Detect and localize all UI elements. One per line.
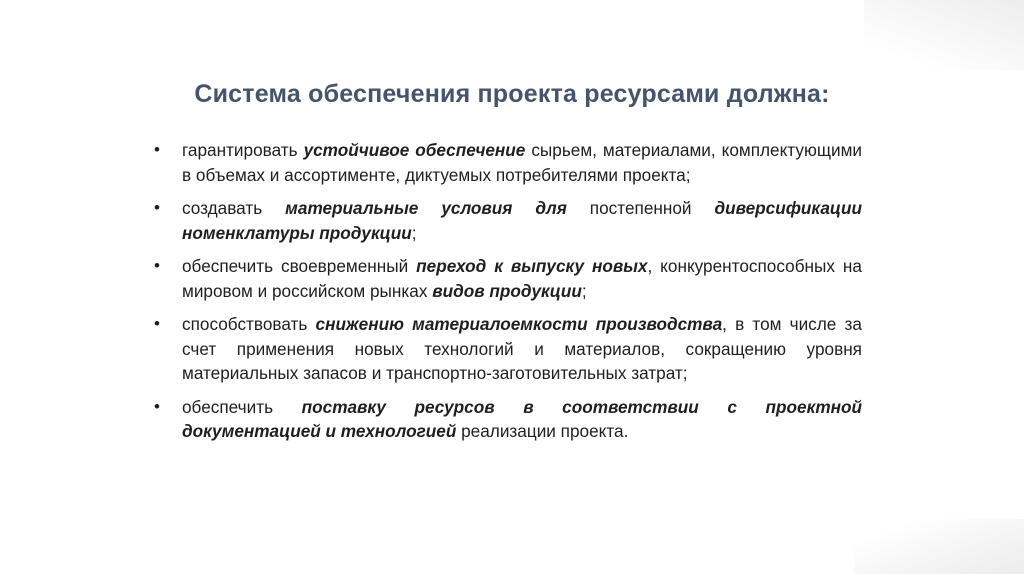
bullet-dot-icon: • (154, 256, 160, 275)
bullet-list (152, 138, 862, 453)
text-span: , в том числе за счет применения новых технологий и материалов, сокращению уровня материальных запасов и транспортно-заготовительных затрат; (182, 314, 862, 383)
text-span: ; (581, 280, 587, 301)
corner-decoration-bottom (854, 519, 1024, 574)
text-span: гарантировать (182, 140, 304, 160)
bullet-text (182, 397, 862, 442)
bullet-item (152, 138, 862, 187)
emphasized-text: переход к выпуску новых (416, 256, 648, 276)
bullet-dot-icon: • (154, 396, 160, 416)
text-span: ; (411, 222, 417, 243)
emphasized-text: видов продукции (432, 280, 582, 301)
bullet-text (182, 256, 862, 301)
corner-decoration-top (864, 0, 1024, 70)
bullet-item (152, 312, 862, 386)
bullet-text (182, 140, 862, 185)
text-span: постепенной (566, 198, 715, 218)
emphasized-text: устойчивое обеспечение (303, 140, 526, 160)
text-span: обеспечить своевременный (182, 256, 417, 276)
bullet-text (182, 314, 862, 383)
text-span: , конкурентоспособных на мировом и российском рынках (182, 256, 862, 301)
bullet-item (152, 196, 862, 245)
bullet-dot-icon: • (154, 140, 160, 159)
bullet-item (152, 254, 862, 303)
text-span: обеспечить (182, 396, 302, 417)
slide-title: Система обеспечения проекта ресурсами должна: (194, 80, 830, 108)
text-span: реализации проекта. (456, 421, 629, 441)
emphasized-text: снижению материалоемкости производства (315, 314, 723, 334)
emphasized-text: поставку ресурсов в соответствии с проектной документацией и технологией (182, 396, 862, 441)
emphasized-text: диверсификации номенклатуры продукции (182, 198, 862, 243)
text-span: сырьем, материалами, комплектующими в объемах и ассортименте, диктуемых потребителями проекта; (182, 140, 863, 185)
text-span: способствовать (182, 314, 316, 334)
emphasized-text: материальные условия для (285, 198, 567, 218)
bullet-dot-icon: • (154, 314, 160, 333)
bullet-dot-icon: • (154, 198, 160, 217)
bullet-text (182, 198, 862, 243)
text-span: создавать (182, 198, 286, 218)
bullet-item (152, 395, 862, 444)
